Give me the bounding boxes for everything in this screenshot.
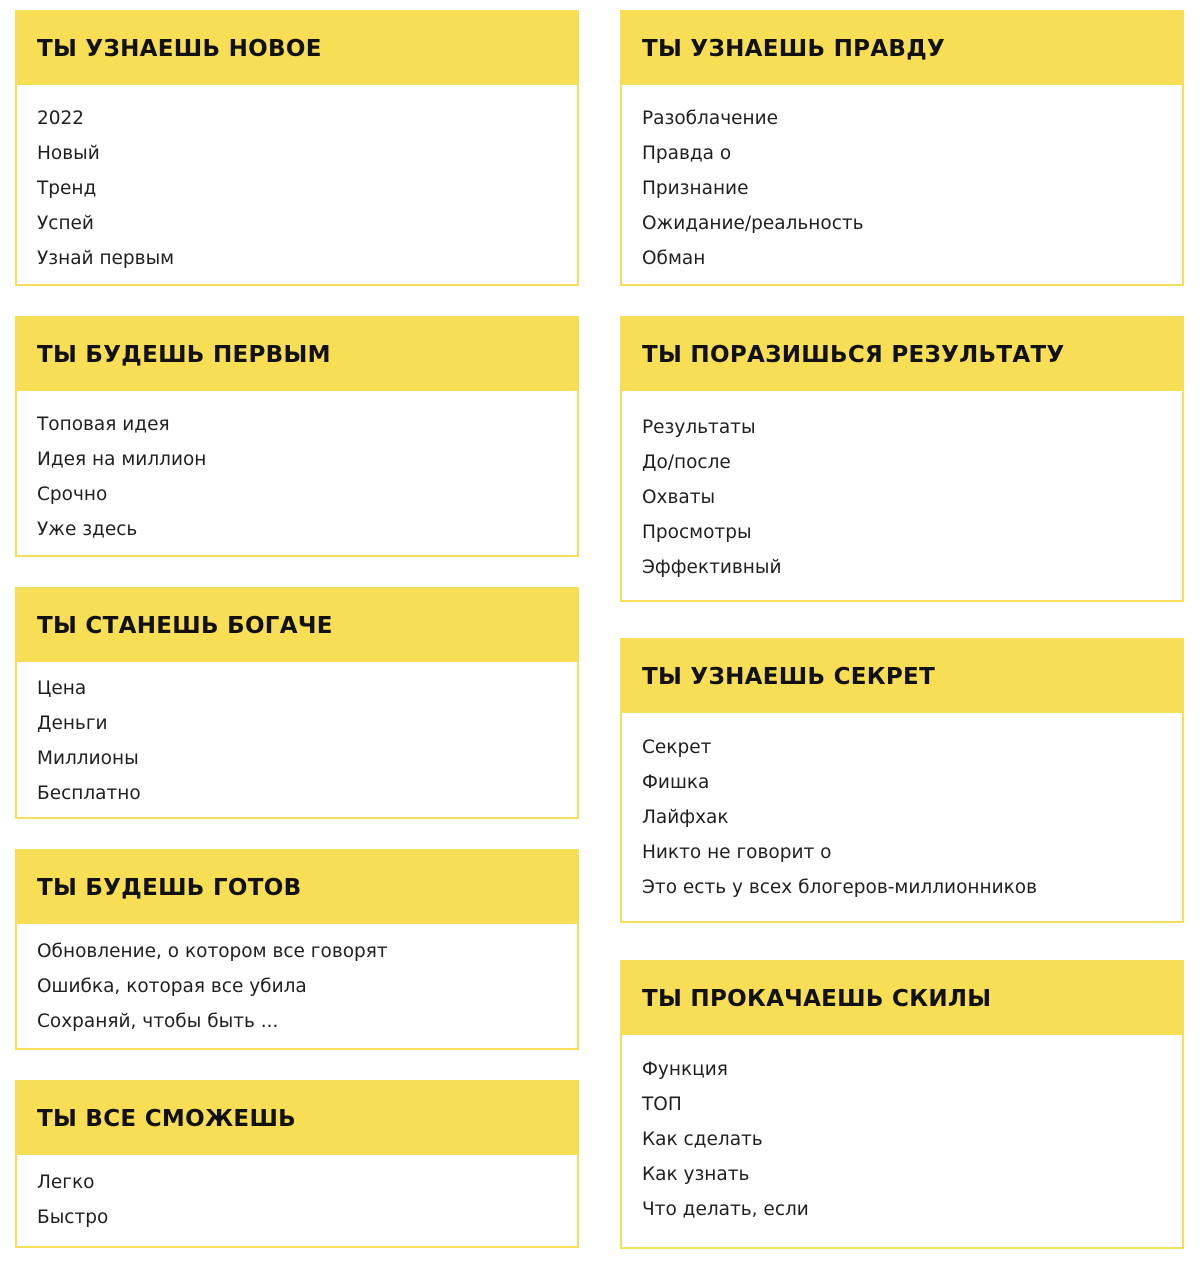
card-title: ТЫ ВСЕ СМОЖЕШЬ	[37, 1105, 296, 1132]
list-item: Уже здесь	[37, 519, 138, 540]
list-item: Деньги	[37, 713, 108, 734]
list-item: Обман	[642, 248, 706, 269]
card-secret	[620, 638, 1184, 923]
card-header	[17, 851, 577, 924]
card-richer	[15, 587, 579, 819]
card-header	[17, 1082, 577, 1155]
list-item: Что делать, если	[642, 1199, 809, 1220]
list-item: Сохраняй, чтобы быть ...	[37, 1011, 279, 1032]
list-item: Как сделать	[642, 1129, 763, 1150]
list-item: Ошибка, которая все убила	[37, 976, 307, 997]
card-new	[15, 10, 579, 286]
list-item: Разоблачение	[642, 108, 779, 129]
list-item: Результаты	[642, 417, 756, 438]
list-item: Это есть у всех блогеров-миллионников	[642, 877, 1037, 898]
card-header	[622, 640, 1182, 713]
list-item: Функция	[642, 1059, 728, 1080]
card-header	[17, 589, 577, 662]
list-item: Фишка	[642, 772, 710, 793]
list-item: Новый	[37, 143, 100, 164]
list-item: Лайфхак	[642, 807, 729, 828]
list-item: Быстро	[37, 1207, 109, 1228]
list-item: Срочно	[37, 484, 108, 505]
list-item: Обновление, о котором все говорят	[37, 941, 388, 962]
card-skills	[620, 960, 1184, 1249]
card-body	[17, 85, 577, 276]
list-item: Охваты	[642, 487, 716, 508]
card-result	[620, 316, 1184, 602]
card-title: ТЫ УЗНАЕШЬ НОВОЕ	[37, 35, 322, 62]
card-header	[622, 318, 1182, 391]
card-body	[17, 662, 577, 811]
card-title: ТЫ БУДЕШЬ ПЕРВЫМ	[37, 341, 331, 368]
list-item: ТОП	[642, 1094, 682, 1115]
list-item: Идея на миллион	[37, 449, 207, 470]
card-title: ТЫ УЗНАЕШЬ СЕКРЕТ	[642, 663, 936, 690]
list-item: Никто не говорит о	[642, 842, 832, 863]
list-item: Признание	[642, 178, 749, 199]
list-item: Бесплатно	[37, 783, 141, 804]
card-body	[622, 713, 1182, 905]
card-first	[15, 316, 579, 557]
card-title: ТЫ СТАНЕШЬ БОГАЧЕ	[37, 612, 333, 639]
card-truth	[620, 10, 1184, 286]
card-ready	[15, 849, 579, 1050]
card-header	[622, 12, 1182, 85]
list-item: Секрет	[642, 737, 712, 758]
list-item: Эффективный	[642, 557, 782, 578]
list-item: Правда о	[642, 143, 732, 164]
list-item: Легко	[37, 1172, 95, 1193]
list-item: До/после	[642, 452, 731, 473]
card-body	[622, 85, 1182, 276]
list-item: Узнай первым	[37, 248, 175, 269]
card-title: ТЫ БУДЕШЬ ГОТОВ	[37, 874, 302, 901]
list-item: Миллионы	[37, 748, 139, 769]
card-can	[15, 1080, 579, 1248]
card-body	[622, 1035, 1182, 1227]
card-header	[622, 962, 1182, 1035]
list-item: 2022	[37, 108, 85, 129]
card-body	[17, 1155, 577, 1235]
card-header	[17, 12, 577, 85]
list-item: Ожидание/реальность	[642, 213, 864, 234]
card-body	[17, 391, 577, 547]
list-item: Просмотры	[642, 522, 752, 543]
card-body	[622, 391, 1182, 585]
list-item: Тренд	[37, 178, 97, 199]
card-body	[17, 924, 577, 1039]
list-item: Как узнать	[642, 1164, 750, 1185]
list-item: Цена	[37, 678, 87, 699]
card-header	[17, 318, 577, 391]
card-title: ТЫ УЗНАЕШЬ ПРАВДУ	[642, 35, 946, 62]
list-item: Успей	[37, 213, 94, 234]
card-title: ТЫ ПРОКАЧАЕШЬ СКИЛЫ	[642, 985, 992, 1012]
card-title: ТЫ ПОРАЗИШЬСЯ РЕЗУЛЬТАТУ	[642, 341, 1065, 368]
list-item: Топовая идея	[37, 414, 170, 435]
